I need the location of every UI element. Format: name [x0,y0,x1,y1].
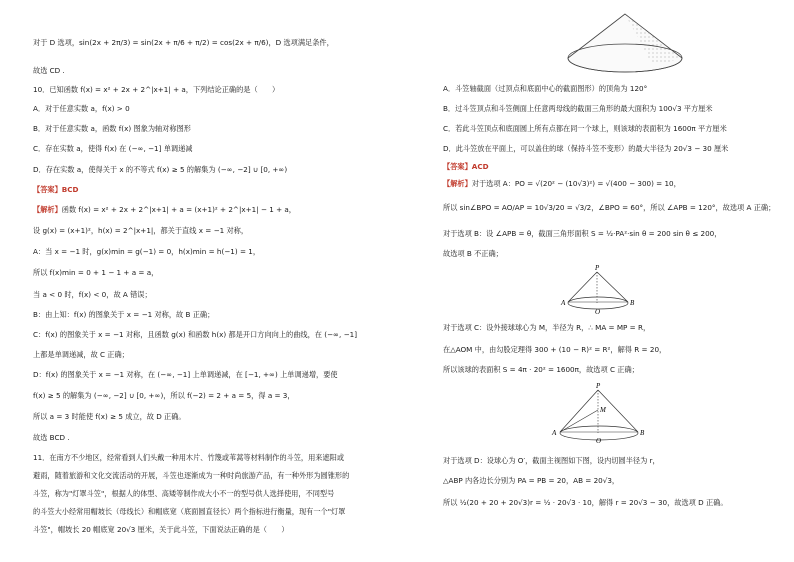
analysis-line: 所以该球的表面积 S = 4π · 20² = 1600π，故选项 C 正确； [443,365,639,374]
analysis-line: 【解析】函数 f(x) = x² + 2x + 2^|x+1| + a = (x+1)² + 2^|x+1| − 1 + a， [33,205,296,214]
label-p: P [596,382,601,390]
analysis-line: C：f(x) 的图象关于 x = −1 对称，且函数 g(x) 和函数 h(x) 都是开口方向向上的曲线，在 (−∞, −1] [33,330,358,339]
answer-label: 【答案】BCD [33,185,79,194]
analysis-line: 对于选项 D：设球心为 O′，截面主视图如下图，设内切圆半径为 r， [443,456,660,465]
question-11-stem: 斗笠"，帽坡长 20 帽底宽 20√3 厘米，关于此斗笠，下面说法正确的是（ ） [33,525,289,534]
analysis-line: 故选项 B 不正确； [443,249,503,258]
option-d: D．此斗笠放在平面上，可以盖住的球（保持斗笠不变形）的最大半径为 20√3 − 30 厘米 [443,144,729,153]
label-p: P [595,264,600,272]
option-a: A．对于任意实数 a，f(x) > 0 [33,104,130,113]
figure-cone-hat [560,8,690,80]
text-line: 对于 D 选项，sin(2x + 2π/3) = sin(2x + π/6 + π/2) = cos(2x + π/6)，D 选项满足条件， [33,38,334,47]
analysis-line: 所以 f(x)min = 0 + 1 − 1 + a = a， [33,268,159,277]
analysis-line: f(x) ≥ 5 的解集为 (−∞, −2] ∪ [0, +∞)，所以 f(−2) = 2 + a = 5，得 a = 3， [33,391,295,400]
label-b: B [640,429,645,437]
option-b: B．过斗笠顶点和斗笠侧面上任意两母线的截面三角形的最大面积为 100√3 平方厘米 [443,104,713,113]
answer-label: 【答案】ACD [443,162,489,171]
analysis-line: 所以 ½(20 + 20 + 20√3)r = ½ · 20√3 · 10，解得 r = 20√3 − 30，故选项 D 正确。 [443,498,728,507]
label-o: O [595,308,601,316]
option-a: A．斗笠轴截面（过顶点和底面中心的截面图形）的顶角为 120° [443,84,648,93]
option-c: C．存在实数 a，使得 f(x) 在 (−∞, −1] 单调递减 [33,144,193,153]
analysis-line: 对于选项 C：设外接球球心为 M，半径为 R，∴ MA = MP = R， [443,323,651,332]
label-m: M [600,406,606,414]
question-11-stem: 的斗笠大小经常用帽坡长（母线长）和帽底宽（底面圆直径长）两个指标进行衡量，现有一个"灯罩 [33,507,346,516]
analysis-line: 对于选项 B：设 ∠APB = θ，截面三角形面积 S = ½·PA²·sin θ = 200 sin θ ≤ 200， [443,229,722,238]
figure-cone-section [560,262,640,322]
analysis-line: 在△AOM 中，由勾股定理得 300 + (10 − R)² = R²，解得 R = 20， [443,345,667,354]
figure-cone-sphere [550,380,650,448]
label-a: A [552,429,557,437]
analysis-line: D：f(x) 的图象关于 x = −1 对称，在 (−∞, −1] 上单调递减，在 [−1, +∞) 上单调递增，要使 [33,370,338,379]
analysis-line: 上都是单调递减，故 C 正确； [33,350,129,359]
label-a: A [561,299,566,307]
analysis-line: 【解析】对于选项 A：PO = √(20² − (10√3)²) = √(400 − 300) = 10， [443,179,681,188]
analysis-line: 故选 BCD . [33,433,70,442]
label-o: O [596,437,602,445]
analysis-line: 所以 sin∠BPO = AO/AP = 10√3/20 = √3/2，∠BPO = 60°，所以 ∠APB = 120°，故选项 A 正确； [443,203,776,212]
option-b: B．对于任意实数 a，函数 f(x) 图象为轴对称图形 [33,124,191,133]
analysis-line: B：由上知：f(x) 的图象关于 x = −1 对称，故 B 正确； [33,310,215,319]
option-c: C．若此斗笠顶点和底面圆上所有点都在同一个球上，则该球的表面积为 1600π 平方厘米 [443,124,727,133]
option-d: D．存在实数 a，使得关于 x 的不等式 f(x) ≥ 5 的解集为 (−∞, −2] ∪ [0, +∞) [33,165,288,174]
label-b: B [630,299,635,307]
analysis-line: 当 a < 0 时，f(x) < 0，故 A 错误； [33,290,152,299]
question-10-stem: 10．已知函数 f(x) = x² + 2x + 2^|x+1| + a，下列结论正确的是（ ） [33,85,280,94]
question-11-stem: 避雨，随着旅游和文化交流活动的开展，斗笠也逐渐成为一种时尚旅游产品，有一种外形为圆锥形的 [33,471,350,480]
analysis-line: △ABP 内各边长分别为 PA = PB = 20，AB = 20√3， [443,476,620,485]
analysis-line: 设 g(x) = (x+1)²，h(x) = 2^|x+1|，都关于直线 x = −1 对称， [33,226,249,235]
analysis-line: 所以 a = 3 时能使 f(x) ≥ 5 成立，故 D 正确。 [33,412,186,421]
question-11-stem: 斗笠，称为"灯罩斗笠"，根据人的体型、高矮等制作成大小不一的型号供人选择使用，不同型号 [33,489,335,498]
question-11-stem: 11．在南方不少地区，经常看到人们头戴一种用木片、竹篾或苇蒿等材料制作的斗笠，用来遮阳或 [33,453,345,462]
analysis-line: A：当 x = −1 时，g(x)min = g(−1) = 0，h(x)min = h(−1) = 1， [33,247,261,256]
text-line: 故选 CD . [33,66,65,75]
